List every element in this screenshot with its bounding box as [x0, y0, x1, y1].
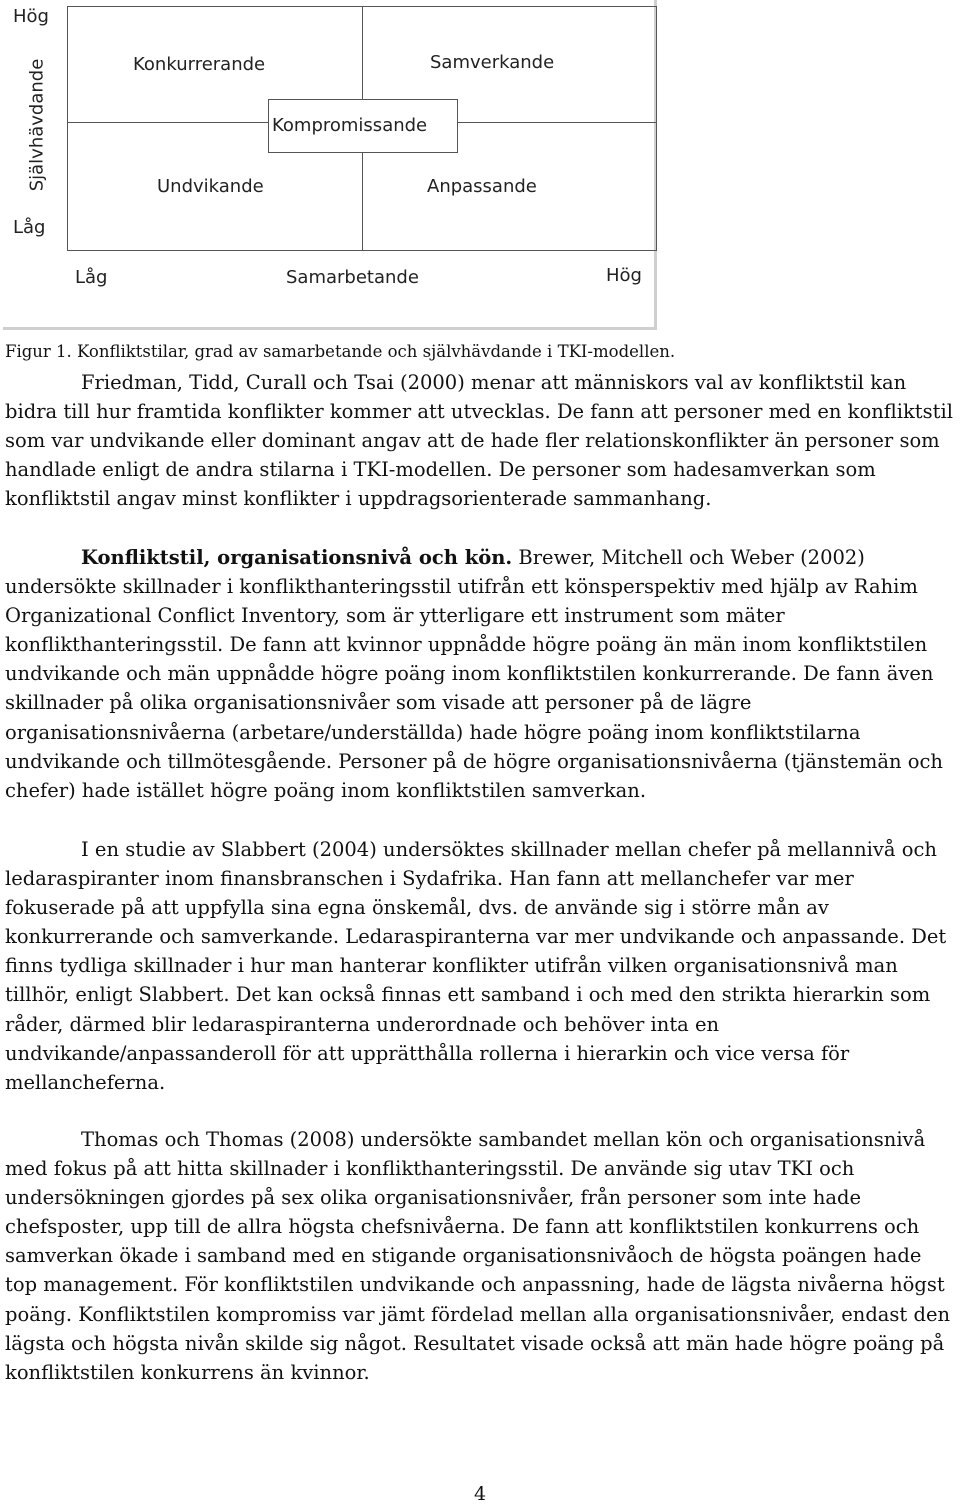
x-axis-label: Samarbetande [286, 267, 419, 288]
y-axis-high-label: Hög [13, 6, 49, 27]
paragraph-2 [5, 543, 957, 805]
quadrant-grid [67, 6, 657, 251]
quadrant-anpassande: Anpassande [427, 176, 537, 197]
quadrant-konkurrerande: Konkurrerande [133, 54, 266, 75]
quadrant-samverkande: Samverkande [430, 52, 555, 73]
paragraph-3-text: I en studie av Slabbert (2004) undersöktes skillnader mellan chefer på mellannivå och ledaraspiranter inom finansbranschen i Sydafrika. Han fann att mellanchefer var mer fokuserade på att uppfylla sina egna önskemål, dvs. de använde sig i större mån av konkurrerande och samverkande. Ledaraspiranterna var mer undvikande och anpassande. Det finns tydliga skillnader i hur man hanterar konflikter utifrån vilken organisationsnivå man tillhör, enligt Slabbert. Det kan också finnas ett samband i och med den strikta hierarkin som råder, därmed blir ledaraspiranterna underordnade och behöver inta en undvikande/anpassanderoll för att upprätthålla rollerna i hierarkin och vice versa för mellancheferna. [5, 838, 947, 1094]
y-axis-low-label: Låg [13, 217, 46, 238]
quadrant-kompromissande: Kompromissande [272, 115, 428, 136]
paragraph-1 [5, 368, 957, 513]
page-number: 4 [473, 1483, 487, 1505]
y-axis-label-text: Självhävdande [26, 58, 48, 192]
x-axis-high-label: Hög [606, 265, 642, 286]
x-axis-low-label: Låg [75, 267, 108, 288]
tki-model-figure [3, 0, 657, 330]
paragraph-1-text: Friedman, Tidd, Curall och Tsai (2000) menar att människors val av konfliktstil kan bidra till hur framtida konflikter kommer att utvecklas. De fann att personer med en konfliktstil som var undvikande eller dominant angav att de hade fler relationskonflikter än personer som handlade enligt de andra stilarna i TKI-modellen. De personer som hadesamverkan som konfliktstil angav minst konflikter i uppdragsorienterade sammanhang. [5, 371, 953, 511]
quadrant-undvikande: Undvikande [157, 176, 264, 197]
paragraph-3 [5, 835, 957, 1097]
section-heading: Konfliktstil, organisationsnivå och kön. [81, 546, 513, 569]
paragraph-4-text: Thomas och Thomas (2008) undersökte sambandet mellan kön och organisationsnivå med fokus på att hitta skillnader i konflikthanteringsstil. De använde sig utav TKI och undersökningen gjordes på sex olika organisationsnivåer, från personer som inte hade chefsposter, upp till de allra högsta chefsnivåerna. De fann att konfliktstilen konkurrens och samverkan ökade i samband med en stigande organisationsnivåoch de högsta poängen hade top management. För konfliktstilen undvikande och anpassning, hade de lägsta nivåerna högst poäng. Konfliktstilen kompromiss var jämt fördelad mellan alla organisationsnivåer, endast den lägsta och högsta nivån skilde sig något. Resultatet visade också att män hade högre poäng på konfliktstilen konkurrens än kvinnor. [5, 1128, 951, 1384]
y-axis-label [24, 55, 50, 195]
paragraph-4 [5, 1125, 957, 1387]
figure-caption: Figur 1. Konfliktstilar, grad av samarbetande och självhävdande i TKI-modellen. [5, 342, 676, 361]
paragraph-2-text: Brewer, Mitchell och Weber (2002) undersökte skillnader i konflikthanteringsstil utifrån ett könsperspektiv med hjälp av Rahim Organizational Conflict Inventory, som är ytterligare ett instrument som mäter konflikthanteringsstil. De fann att kvinnor uppnådde högre poäng än män inom konfliktstilen undvikande och män uppnådde högre poäng inom konfliktstilen konkurrerande. De fann även skillnader på olika organisationsnivåer som visade att personer på de lägre organisationsnivåerna (arbetare/underställda) hade högre poäng inom konfliktstilarna undvikande och tillmötesgående. Personer på de högre organisationsnivåerna (tjänstemän och chefer) hade istället högre poäng inom konfliktstilen samverkan. [5, 546, 943, 802]
